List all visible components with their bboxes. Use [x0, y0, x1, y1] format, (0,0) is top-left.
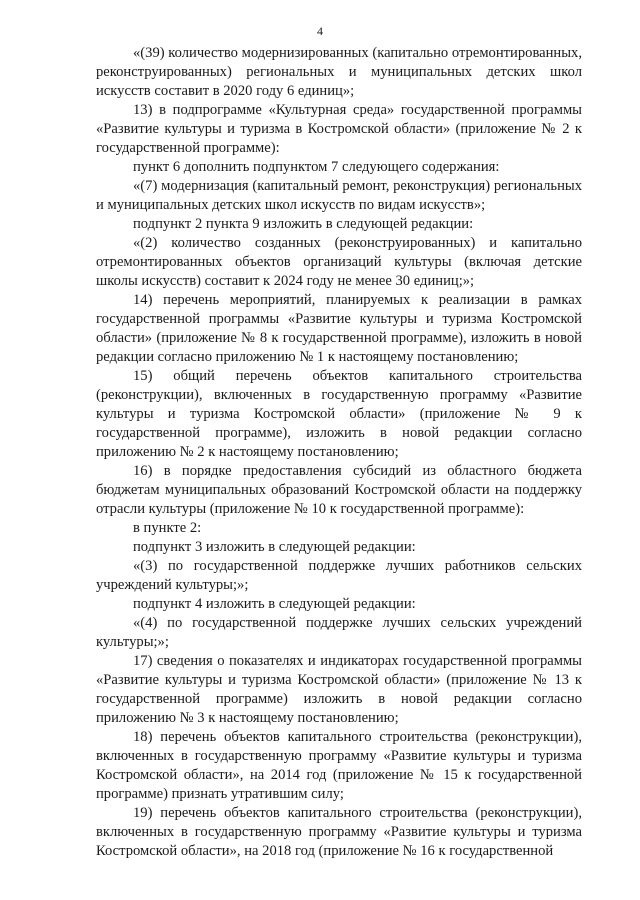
- paragraph-item-7: «(7) модернизация (капитальный ремонт, реконструкция) региональных и муниципальных детских школ искусств по видам искусств»;: [96, 178, 582, 213]
- paragraph-18: 18) перечень объектов капитального строительства (реконструкции), включенных в государственную программу «Развитие культуры и туризма Костромской области», на 2014 год (приложение № 15 к государственной программе) признать утратившим силу;: [96, 729, 582, 802]
- paragraph-16: 16) в порядке предоставления субсидий из областного бюджета бюджетам муниципальных образований Костромской области на поддержку отрасли культуры (приложение № 10 к государственной программе):: [96, 463, 582, 517]
- paragraph-subpoint-2: подпункт 2 пункта 9 изложить в следующей редакции:: [133, 216, 474, 232]
- paragraph-item-3: «(3) по государственной поддержке лучших работников сельских учреждений культуры;»;: [96, 558, 582, 593]
- paragraph-point-6: пункт 6 дополнить подпунктом 7 следующего содержания:: [133, 159, 500, 175]
- document-body: [96, 44, 582, 861]
- paragraph-13: 13) в подпрограмме «Культурная среда» государственной программы «Развитие культуры и туризма в Костромской области» (приложение № 2 к государственной программе):: [96, 102, 582, 156]
- paragraph-item-39: «(39) количество модернизированных (капитально отремонтированных, реконструированных) региональных и муниципальных детских школ искусств составит в 2020 году 6 единиц»;: [96, 45, 582, 99]
- paragraph-15: 15) общий перечень объектов капитального строительства (реконструкции), включенных в государственную программу «Развитие культуры и туризма Костромской области» (приложение № 9 к государственной программе), изложить в новой редакции согласно приложению № 2 к настоящему постановлению;: [96, 368, 582, 460]
- paragraph-in-point-2: в пункте 2:: [133, 520, 202, 536]
- paragraph-19: 19) перечень объектов капитального строительства (реконструкции), включенных в государственную программу «Развитие культуры и туризма Костромской области», на 2018 год (приложение № 16 к государственной: [96, 805, 582, 859]
- paragraph-item-4: «(4) по государственной поддержке лучших сельских учреждений культуры;»;: [96, 615, 582, 650]
- paragraph-17: 17) сведения о показателях и индикаторах государственной программы «Развитие культуры и туризма Костромской области» (приложение № 13 к государственной программе) изложить в новой редакции согласно приложению № 3 к настоящему постановлению;: [96, 653, 582, 726]
- paragraph-subpoint-4: подпункт 4 изложить в следующей редакции:: [133, 596, 416, 612]
- page-number: 4: [317, 24, 323, 38]
- paragraph-item-2: «(2) количество созданных (реконструированных) и капитально отремонтированных объектов организаций культуры (включая детские школы искусств) составит к 2024 году не менее 30 единиц;»;: [96, 235, 582, 289]
- paragraph-subpoint-3: подпункт 3 изложить в следующей редакции:: [133, 539, 416, 555]
- paragraph-14: 14) перечень мероприятий, планируемых к реализации в рамках государственной программы «Развитие культуры и туризма Костромской области» (приложение № 8 к государственной программе), изложить в новой редакции согласно приложению № 1 к настоящему постановлению;: [96, 292, 582, 365]
